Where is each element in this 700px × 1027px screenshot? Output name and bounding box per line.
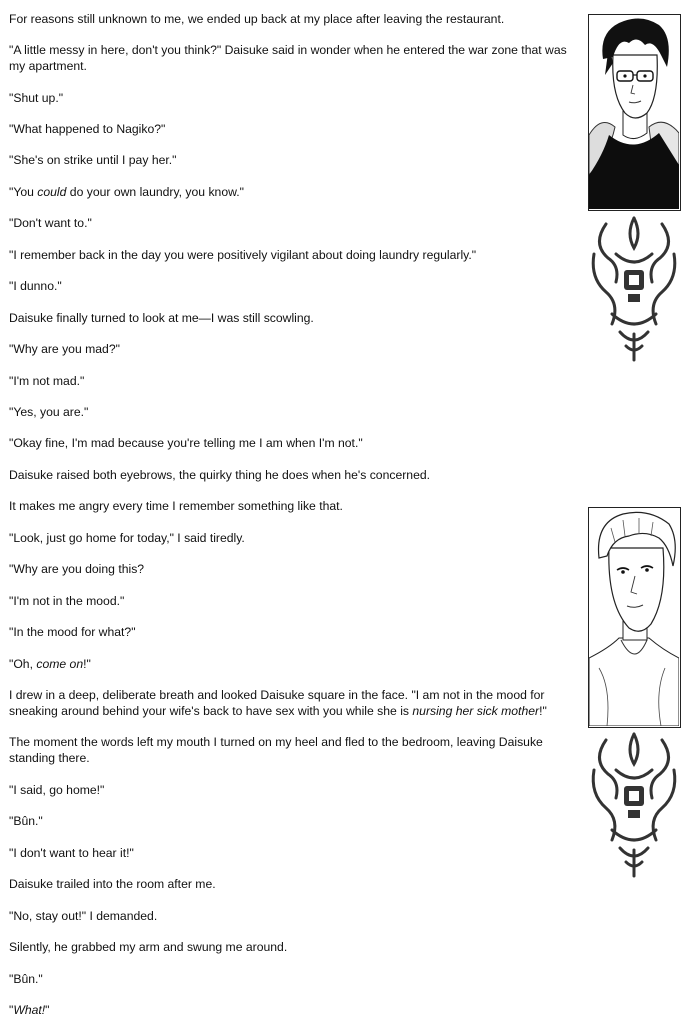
story-paragraph: [9, 813, 569, 829]
text-run: I drew in a deep, deliberate breath and looked Daisuke square in the face. "I am not in the mood for sneaking around behind your wife's back to have sex with you while she is: [9, 688, 545, 718]
story-paragraph: [9, 42, 569, 74]
story-paragraph: [9, 404, 569, 420]
text-run: "I said, go home!": [9, 783, 105, 797]
story-paragraph: [9, 435, 569, 451]
italic-run: come on: [36, 657, 84, 671]
story-paragraph: [9, 11, 569, 27]
text-run: "I dunno.": [9, 279, 62, 293]
story-paragraph: [9, 373, 569, 389]
text-run: "You: [9, 185, 38, 199]
story-paragraph: [9, 561, 569, 577]
text-run: do your own laundry, you know.": [66, 185, 244, 199]
text-run: "I don't want to hear it!": [9, 846, 134, 860]
text-run: "Okay fine, I'm mad because you're telling me I am when I'm not.": [9, 436, 363, 450]
story-paragraph: [9, 530, 569, 546]
text-run: Daisuke trailed into the room after me.: [9, 877, 216, 891]
story-paragraph: [9, 247, 569, 263]
story-paragraph: [9, 845, 569, 861]
story-paragraph: [9, 876, 569, 892]
text-run: Daisuke finally turned to look at me—I was still scowling.: [9, 311, 314, 325]
portrait-man-glasses: [588, 14, 681, 211]
story-paragraph: [9, 734, 569, 766]
story-paragraph: [9, 498, 569, 514]
text-run: "Oh,: [9, 657, 37, 671]
text-run: "I'm not mad.": [9, 374, 85, 388]
story-paragraph: [9, 1002, 569, 1018]
story-paragraph: [9, 121, 569, 137]
story-paragraph: [9, 782, 569, 798]
story-paragraph: [9, 184, 569, 200]
story-paragraph: [9, 341, 569, 357]
italic-run: What!: [13, 1003, 46, 1017]
story-paragraph: [9, 593, 569, 609]
text-run: "Yes, you are.": [9, 405, 89, 419]
story-paragraph: [9, 215, 569, 231]
text-run: "I'm not in the mood.": [9, 594, 125, 608]
story-paragraph: [9, 656, 569, 672]
text-run: It makes me angry every time I remember something like that.: [9, 499, 343, 513]
text-run: "A little messy in here, don't you think?" Daisuke said in wonder when he entered the war zone that was my apartment.: [9, 43, 567, 73]
text-run: "No, stay out!" I demanded.: [9, 909, 158, 923]
text-run: "Bûn.": [9, 972, 43, 986]
text-run: "Shut up.": [9, 91, 64, 105]
text-run: "I remember back in the day you were positively vigilant about doing laundry regularly.": [9, 248, 477, 262]
text-run: Daisuke raised both eyebrows, the quirky thing he does when he's concerned.: [9, 468, 431, 482]
story-paragraph: [9, 90, 569, 106]
text-run: "What happened to Nagiko?": [9, 122, 166, 136]
story-paragraph: [9, 467, 569, 483]
text-run: For reasons still unknown to me, we ended up back at my place after leaving the restaurant.: [9, 12, 505, 26]
story-paragraph: [9, 908, 569, 924]
tribal-ornament-top: [586, 214, 682, 364]
text-run: ": [45, 1003, 50, 1017]
story-paragraph: [9, 278, 569, 294]
text-run: "Why are you doing this?: [9, 562, 145, 576]
text-run: !": [539, 704, 547, 718]
story-paragraph: [9, 152, 569, 168]
story-paragraph: [9, 624, 569, 640]
text-run: "Don't want to.": [9, 216, 92, 230]
text-run: The moment the words left my mouth I turned on my heel and fled to the bedroom, leaving Daisuke standing there.: [9, 735, 543, 765]
text-run: !": [83, 657, 91, 671]
text-run: "Bûn.": [9, 814, 43, 828]
italic-run: could: [37, 185, 67, 199]
story-paragraph: [9, 687, 569, 719]
story-paragraph: [9, 310, 569, 326]
text-run: "Why are you mad?": [9, 342, 120, 356]
story-paragraph: [9, 939, 569, 955]
italic-run: nursing her sick mother: [412, 704, 540, 718]
text-run: ": [9, 1003, 14, 1017]
story-paragraph: [9, 971, 569, 987]
text-run: Silently, he grabbed my arm and swung me around.: [9, 940, 288, 954]
portrait-man: [588, 507, 681, 728]
text-run: "Look, just go home for today," I said tiredly.: [9, 531, 245, 545]
text-run: "She's on strike until I pay her.": [9, 153, 177, 167]
tribal-ornament-bottom: [586, 730, 682, 880]
text-run: "In the mood for what?": [9, 625, 136, 639]
